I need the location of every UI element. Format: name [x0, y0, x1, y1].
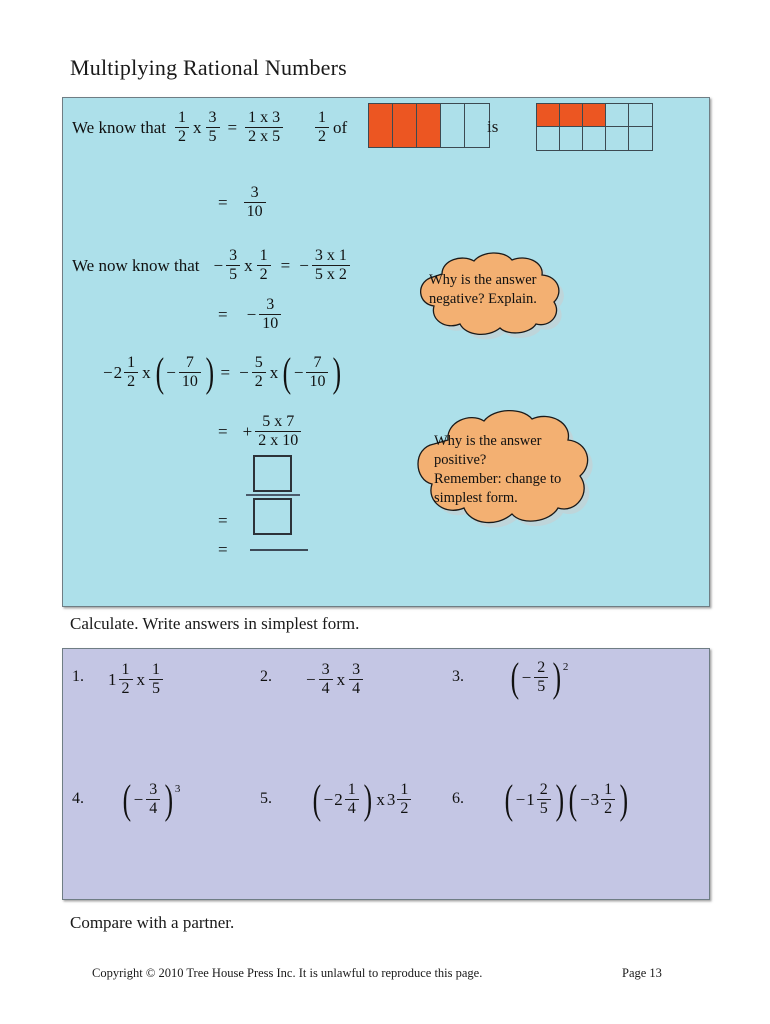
left-paren: (	[155, 348, 164, 395]
model-cell	[465, 104, 489, 147]
left-paren: (	[312, 775, 322, 822]
answer-blank-line[interactable]	[250, 549, 308, 551]
minus-sign: −	[213, 255, 224, 275]
fraction-mixed-half: $\frac{1}{2}$	[124, 355, 138, 390]
minus-sign: −	[166, 362, 176, 382]
model-cell	[606, 127, 629, 150]
plus-sign: +	[242, 421, 253, 441]
of-word: of	[333, 117, 348, 137]
exercise-expression-6	[502, 775, 631, 822]
whole-number-2: 3	[590, 789, 600, 809]
right-paren-2: )	[619, 775, 629, 822]
model-cell	[629, 104, 652, 127]
exercise-expression-3	[508, 653, 569, 700]
times-symbol: x	[244, 255, 253, 275]
fraction-product-expanded-neg: $\frac{3 x 1}{5 x 2}$	[312, 248, 350, 283]
fraction-three-fourths-c: $\frac{3}{4}$	[146, 782, 160, 817]
fraction-three-fourths-b: $\frac{3}{4}$	[349, 662, 363, 697]
equals-symbol: =	[218, 421, 228, 441]
exercise-number-2: 2.	[260, 668, 272, 685]
lesson-line-5	[103, 348, 344, 395]
fraction-one-fifth: $\frac{1}{5}$	[149, 662, 163, 697]
lesson-line-7	[218, 455, 300, 535]
fraction-one-half-d: $\frac{1}{2}$	[601, 782, 615, 817]
times-symbol: x	[193, 117, 202, 137]
left-paren: (	[504, 775, 514, 822]
copyright-text: Copyright © 2010 Tree House Press Inc. It is unlawful to reproduce this page.	[92, 966, 483, 980]
left-paren: (	[510, 653, 520, 700]
minus-sign: −	[521, 667, 532, 687]
answer-box-denominator[interactable]	[253, 498, 292, 535]
fraction-product-expanded: $\frac{1 x 3}{2 x 5}$	[245, 110, 283, 145]
cloud-negative-text: Why is the answer negative? Explain.	[429, 272, 537, 307]
model-cell	[560, 127, 583, 150]
cloud-positive-text: Why is the answer positive? Remember: change to simplest form.	[434, 433, 562, 506]
exercise-expression-1	[108, 662, 165, 697]
fraction-five-halves: $\frac{5}{2}$	[252, 355, 266, 390]
fraction-one-fourth: $\frac{1}{4}$	[345, 782, 359, 817]
minus-sign: −	[133, 789, 144, 809]
times-symbol: x	[336, 669, 346, 689]
equals-symbol: =	[227, 117, 238, 137]
equals-symbol: =	[280, 255, 291, 275]
fraction-seven-tenths: $\frac{7}{10}$	[179, 355, 201, 390]
fraction-three-fifths-neg: $\frac{3}{5}$	[226, 248, 240, 283]
cloud-positive	[404, 406, 600, 536]
fraction-two-fifths-b: $\frac{2}{5}$	[537, 782, 551, 817]
exercise-expression-4	[120, 775, 181, 822]
minus-sign: −	[323, 789, 334, 809]
exercise-expression-5	[310, 775, 413, 822]
lesson-line-8	[218, 540, 308, 560]
times-symbol: x	[142, 362, 151, 382]
minus-sign: −	[246, 304, 257, 324]
right-paren: )	[363, 775, 372, 822]
minus-sign-2: −	[580, 789, 590, 809]
times-symbol: x	[376, 789, 385, 809]
minus-sign: −	[103, 362, 113, 382]
lesson-line-6	[218, 414, 303, 449]
fraction-three-tenths: $\frac{3}{10}$	[244, 185, 266, 220]
left-paren: (	[122, 775, 132, 822]
page-title: Multiplying Rational Numbers	[70, 55, 347, 80]
right-paren: )	[552, 653, 562, 700]
right-paren: )	[555, 775, 564, 822]
closing-text: Compare with a partner.	[70, 913, 235, 932]
lesson-line1-lead: We know that	[72, 117, 166, 137]
lesson-line-2	[218, 185, 268, 220]
model-cell	[441, 104, 465, 147]
fraction-one-half-of: $\frac{1}{2}$	[315, 110, 329, 145]
fraction-product-positive: $\frac{5 x 7}{2 x 10}$	[255, 414, 301, 449]
fraction-three-fourths: $\frac{3}{4}$	[319, 662, 333, 697]
exercise-expression-2	[306, 662, 365, 697]
left-paren: (	[282, 348, 292, 395]
equals-symbol: =	[218, 511, 228, 530]
model-cell	[537, 104, 560, 127]
fraction-bar	[246, 494, 300, 496]
lesson-line3-lead: We now know that	[72, 255, 200, 275]
whole-number-2: 3	[386, 789, 396, 809]
exercise-number-5: 5.	[260, 790, 272, 807]
cloud-negative	[404, 248, 570, 340]
fraction-one-half: $\frac{1}{2}$	[119, 662, 133, 697]
exercise-number-6: 6.	[452, 790, 464, 807]
model-cell	[629, 127, 652, 150]
equals-symbol: =	[218, 192, 228, 212]
lesson-line-1	[72, 110, 285, 145]
model-cell	[369, 104, 393, 147]
fraction-two-fifths: $\frac{2}{5}$	[534, 660, 548, 695]
equals-symbol: =	[218, 304, 228, 324]
model-cell	[583, 127, 606, 150]
right-paren: )	[164, 775, 174, 822]
whole-number: 1	[526, 789, 535, 809]
fraction-one-half-c: $\frac{1}{2}$	[397, 782, 411, 817]
exponent: 2	[562, 660, 569, 673]
model-cell	[393, 104, 417, 147]
whole-number: 1	[108, 669, 117, 689]
minus-sign: −	[299, 255, 309, 275]
exercise-number-1: 1.	[72, 668, 84, 685]
answer-fraction-boxes	[246, 455, 300, 535]
model-cell	[560, 104, 583, 127]
times-symbol: x	[136, 669, 145, 689]
minus-sign: −	[293, 362, 304, 382]
fraction-neg-three-tenths: $\frac{3}{10}$	[259, 297, 281, 332]
minus-sign: −	[306, 669, 316, 689]
model-cell	[583, 104, 606, 127]
minus-sign: −	[515, 789, 526, 809]
model-cell	[417, 104, 441, 147]
fraction-three-fifths: $\frac{3}{5}$	[206, 110, 220, 145]
lesson-line-3	[72, 248, 352, 283]
times-symbol: x	[269, 362, 279, 382]
whole-number: 2	[113, 362, 123, 382]
left-paren-2: (	[569, 775, 578, 822]
right-paren: )	[333, 348, 342, 395]
answer-box-numerator[interactable]	[253, 455, 292, 492]
lesson-line-1-of	[313, 110, 347, 145]
fraction-one-half: $\frac{1}{2}$	[175, 110, 189, 145]
fraction-one-half-b: $\frac{1}{2}$	[257, 248, 271, 283]
exercise-number-4: 4.	[72, 790, 84, 807]
instruction-text: Calculate. Write answers in simplest form.	[70, 614, 360, 633]
fraction-model-tenths	[536, 103, 653, 151]
fraction-model-fifths	[368, 103, 490, 148]
whole-number: 2	[334, 789, 343, 809]
exercise-number-3: 3.	[452, 668, 464, 685]
equals-symbol: =	[220, 362, 231, 382]
model-cell	[537, 127, 560, 150]
equals-symbol: =	[218, 540, 228, 559]
page-number: Page 13	[622, 966, 662, 980]
right-paren: )	[205, 348, 214, 395]
lesson-line-4	[218, 297, 283, 332]
exponent: 3	[174, 782, 181, 795]
is-word: is	[487, 117, 499, 136]
minus-sign: −	[239, 362, 249, 382]
fraction-seven-tenths-b: $\frac{7}{10}$	[306, 355, 328, 390]
model-cell	[606, 104, 629, 127]
